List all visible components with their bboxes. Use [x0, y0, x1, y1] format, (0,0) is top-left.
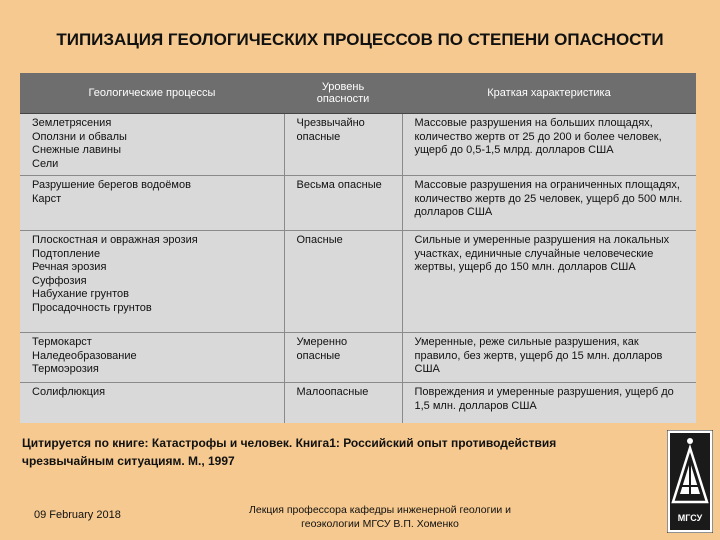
table-row	[20, 231, 696, 333]
cell-level: Весьма опасные	[284, 176, 402, 231]
page-title: ТИПИЗАЦИЯ ГЕОЛОГИЧЕСКИХ ПРОЦЕССОВ ПО СТЕПЕНИ ОПАСНОСТИ	[56, 30, 664, 49]
process-item: Сели	[32, 157, 59, 170]
process-item: Плоскостная и овражная эрозия	[32, 234, 198, 246]
cell-description: Массовые разрушения на ограниченных площадях, количество жертв до 25 человек, ущерб до 500 млн. долларов США	[402, 176, 696, 231]
table-row	[20, 176, 696, 231]
header-processes: Геологические процессы	[20, 73, 284, 114]
process-item: Суффозия	[32, 274, 87, 287]
cell-level: Чрезвычайно опасные	[284, 114, 402, 176]
cell-description: Умеренные, реже сильные разрушения, как правило, без жертв, ущерб до 15 млн. долларов США	[402, 333, 696, 383]
cell-level: Опасные	[284, 231, 402, 333]
mgsu-logo-icon	[667, 430, 713, 533]
process-item: Речная эрозия	[32, 261, 107, 273]
cell-description: Массовые разрушения на больших площадях, количество жертв от 25 до 200 и более человек, ущерб до 0,5-1,5 млрд. долларов США	[402, 114, 696, 176]
table-row	[20, 333, 696, 383]
cell-processes	[20, 333, 284, 383]
header-level-text: Уровень опасности	[316, 81, 370, 105]
process-item: Снежные лавины	[32, 144, 122, 156]
cell-description: Повреждения и умеренные разрушения, ущерб до 1,5 млн. долларов США	[402, 383, 696, 423]
process-item: Просадочность грунтов	[32, 301, 152, 314]
cell-processes	[20, 231, 284, 333]
table-body	[20, 114, 696, 423]
process-item: Карст	[32, 192, 62, 205]
header-level	[284, 73, 402, 114]
process-item: Разрушение берегов водоёмов	[32, 179, 191, 191]
cell-description: Сильные и умеренные разрушения на локальных участках, единичные случайные человеческие жертвы, ущерб до 150 млн. долларов США	[402, 231, 696, 333]
process-item: Землетрясения	[32, 117, 112, 129]
cell-processes	[20, 383, 284, 423]
process-item: Наледеобразование	[32, 349, 137, 362]
process-item: Солифлюкция	[32, 386, 106, 398]
table-row	[20, 383, 696, 423]
hazard-table	[20, 73, 696, 423]
process-item: Оползни и обвалы	[32, 130, 127, 143]
logo-text: МГСУ	[677, 513, 703, 523]
process-item: Термоэрозия	[32, 363, 99, 375]
table-row	[20, 114, 696, 176]
cell-processes	[20, 176, 284, 231]
process-item: Набухание грунтов	[32, 288, 129, 300]
cell-level: Малоопасные	[284, 383, 402, 423]
footer-lecture: Лекция профессора кафедры инженерной геологии и геоэкологии МГСУ В.П. Хоменко	[249, 504, 511, 530]
process-item: Термокарст	[32, 336, 92, 348]
table-header-row	[20, 73, 696, 114]
cell-level: Умеренно опасные	[284, 333, 402, 383]
footer-date: 09 February 2018	[34, 509, 121, 521]
process-item: Подтопление	[32, 247, 101, 260]
header-description: Краткая характеристика	[402, 73, 696, 114]
citation-text: Цитируется по книге: Катастрофы и человек. Книга1: Российский опыт противодействия чрезвычайным ситуациям. М., 1997	[22, 436, 557, 468]
cell-processes	[20, 114, 284, 176]
